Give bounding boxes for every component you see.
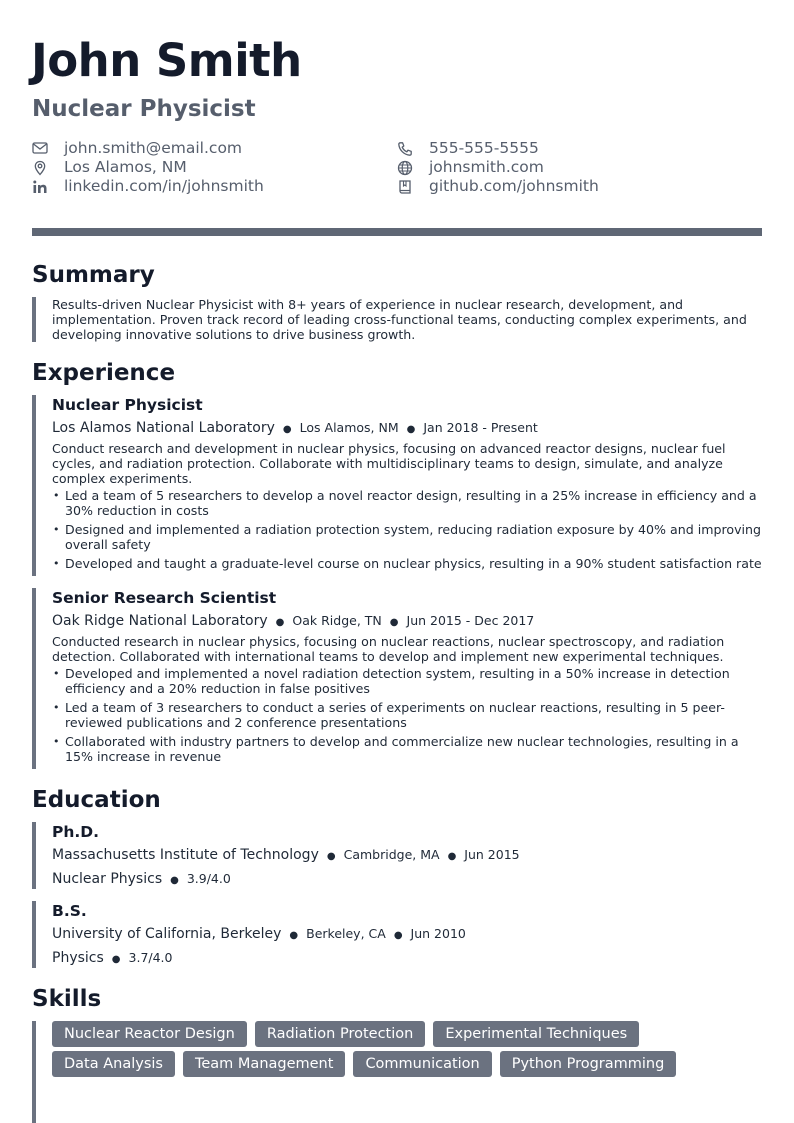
- degree: B.S.: [52, 902, 87, 920]
- skill-tag: Nuclear Reactor Design: [52, 1021, 247, 1047]
- graduation-date: Jun 2010: [410, 926, 466, 941]
- repo-icon: [397, 179, 413, 195]
- degree: Ph.D.: [52, 823, 100, 841]
- job-title: Nuclear Physicist: [52, 396, 203, 414]
- school-line: [52, 846, 752, 866]
- skills-accent-bar: [32, 1021, 36, 1123]
- contact-github[interactable]: [397, 177, 737, 196]
- skill-tag: Experimental Techniques: [433, 1021, 639, 1047]
- achievement-item: • Collaborated with industry partners to develop and commercialize new nuclear technologies, resulting in a 15% increase in revenue: [52, 734, 764, 764]
- field-of-study: Physics: [52, 950, 104, 966]
- achievement-item: • Led a team of 5 researchers to develop a novel reactor design, resulting in a 25% increase in efficiency and a 30% reduction in costs: [52, 488, 764, 518]
- job-dates: Jun 2015 - Dec 2017: [406, 613, 535, 628]
- contact-website-text: johnsmith.com: [429, 158, 544, 176]
- achievement-item: • Led a team of 3 researchers to conduct a series of experiments on nuclear reactions, resulting in 5 peer-reviewed publications and 2 conference presentations: [52, 700, 764, 730]
- job-meta: [52, 419, 764, 439]
- contact-email[interactable]: [32, 139, 362, 158]
- graduation-date: Jun 2015: [464, 847, 520, 862]
- contact-email-text: john.smith@email.com: [64, 139, 243, 157]
- header-divider: [32, 228, 762, 236]
- separator-dot: ●: [282, 424, 292, 435]
- candidate-name: John Smith: [31, 34, 302, 87]
- job-accent-bar: [32, 588, 36, 769]
- separator-dot: ●: [111, 954, 121, 965]
- mail-icon: [32, 141, 48, 155]
- education-entry: [52, 901, 752, 969]
- phone-icon: [397, 141, 413, 157]
- school-location: Cambridge, MA: [343, 847, 440, 862]
- job-org: Los Alamos National Laboratory: [52, 420, 275, 436]
- job-description: Conduct research and development in nuclear physics, focusing on advanced reactor designs, nuclear fuel cycles, and radiation protection. Collaborate with multidisciplinary teams to design, simulate, and analyze complex experiments.: [52, 441, 726, 486]
- field-of-study: Nuclear Physics: [52, 871, 163, 887]
- job-achievements: [52, 488, 764, 571]
- contact-github-text: github.com/johnsmith: [429, 177, 599, 195]
- job-achievements: [52, 666, 764, 764]
- gpa: 3.7/4.0: [128, 950, 173, 965]
- separator-dot: ●: [447, 851, 457, 862]
- contact-phone-text: 555-555-5555: [429, 139, 539, 157]
- achievement-item: • Developed and taught a graduate-level course on nuclear physics, resulting in a 90% student satisfaction rate: [52, 556, 764, 571]
- location-pin-icon: [32, 160, 48, 176]
- skill-tag: Data Analysis: [52, 1051, 175, 1077]
- field-line: [52, 949, 752, 969]
- contact-linkedin-text: linkedin.com/in/johnsmith: [64, 177, 264, 195]
- experience-heading: Experience: [32, 360, 176, 386]
- school-line: [52, 925, 752, 945]
- job-accent-bar: [32, 395, 36, 576]
- skills-heading: Skills: [32, 986, 102, 1012]
- job-meta: [52, 612, 764, 632]
- gpa: 3.9/4.0: [186, 871, 231, 886]
- achievement-item: • Designed and implemented a radiation protection system, reducing radiation exposure by 40% and improving overall safety: [52, 522, 764, 552]
- separator-dot: ●: [393, 930, 403, 941]
- achievement-item: • Developed and implemented a novel radiation detection system, resulting in a 50% increase in detection efficiency and a 20% reduction in false positives: [52, 666, 764, 696]
- education-accent-bar: [32, 822, 36, 889]
- contact-phone[interactable]: [397, 139, 737, 158]
- job-location: Oak Ridge, TN: [292, 613, 382, 628]
- skills-list: [52, 1021, 752, 1077]
- school-name: Massachusetts Institute of Technology: [52, 847, 319, 863]
- school-name: University of California, Berkeley: [52, 926, 282, 942]
- globe-icon: [397, 160, 413, 176]
- job-org: Oak Ridge National Laboratory: [52, 613, 268, 629]
- skill-tag: Radiation Protection: [255, 1021, 426, 1047]
- separator-dot: ●: [326, 851, 336, 862]
- skill-tag: Team Management: [183, 1051, 345, 1077]
- job-title: Senior Research Scientist: [52, 589, 277, 607]
- education-entry: [52, 822, 752, 890]
- job-dates: Jan 2018 - Present: [423, 420, 538, 435]
- field-line: [52, 870, 752, 890]
- education-accent-bar: [32, 901, 36, 968]
- summary-text: Results-driven Nuclear Physicist with 8+ years of experience in nuclear research, development, and implementation. Proven track record of leading cross-functional teams, conducting complex experiments, and developing innovative solutions to drive business growth.: [52, 297, 747, 342]
- separator-dot: ●: [275, 617, 285, 628]
- job-entry: [52, 588, 764, 768]
- contact-linkedin[interactable]: [32, 177, 362, 196]
- separator-dot: ●: [289, 930, 299, 941]
- separator-dot: ●: [389, 617, 399, 628]
- job-entry: [52, 395, 764, 575]
- skill-tag: Python Programming: [500, 1051, 677, 1077]
- linkedin-icon: [32, 179, 48, 195]
- separator-dot: ●: [406, 424, 416, 435]
- summary-heading: Summary: [32, 262, 155, 288]
- skill-tag: Communication: [353, 1051, 491, 1077]
- job-location: Los Alamos, NM: [299, 420, 399, 435]
- summary-accent-bar: [32, 297, 36, 342]
- contact-website[interactable]: [397, 158, 737, 177]
- candidate-role: Nuclear Physicist: [32, 96, 256, 122]
- contact-location-text: Los Alamos, NM: [64, 158, 187, 176]
- separator-dot: ●: [170, 875, 179, 886]
- school-location: Berkeley, CA: [306, 926, 386, 941]
- education-heading: Education: [32, 787, 161, 813]
- contact-location: [32, 158, 362, 177]
- job-description: Conducted research in nuclear physics, focusing on nuclear reactions, nuclear spectroscopy, and radiation detection. Collaborated with international teams to develop and implement new experimental techniques.: [52, 634, 725, 664]
